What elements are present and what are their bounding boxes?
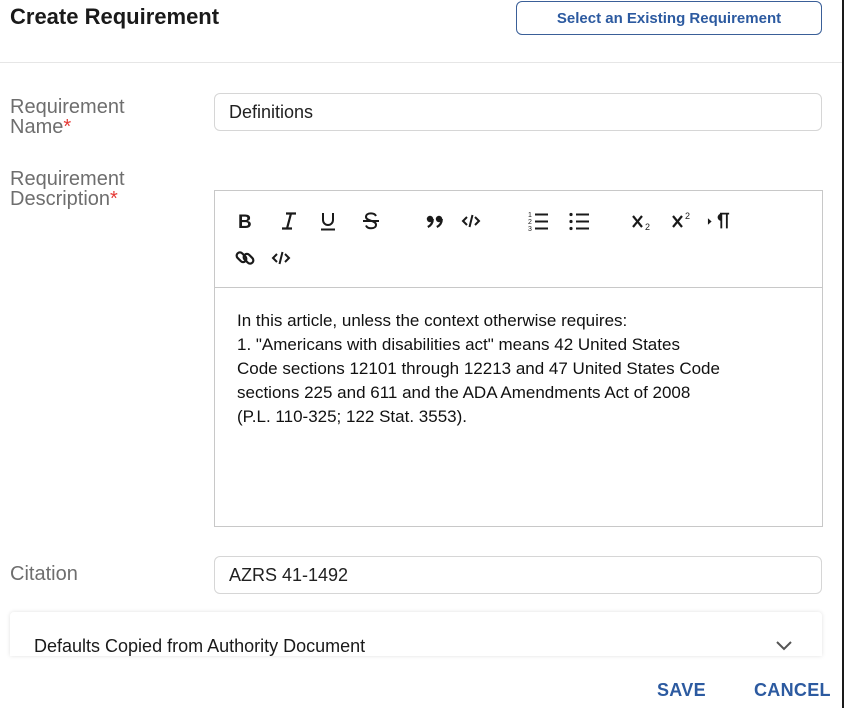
svg-text:2: 2 bbox=[685, 211, 691, 221]
editor-line: Code sections 12101 through 12213 and 47 United States Code bbox=[237, 359, 720, 378]
code-block-icon[interactable] bbox=[269, 246, 293, 270]
required-asterisk: * bbox=[110, 188, 118, 210]
defaults-accordion[interactable] bbox=[10, 612, 822, 656]
svg-text:B: B bbox=[238, 212, 252, 231]
code-icon[interactable] bbox=[459, 209, 483, 233]
editor-toolbar bbox=[215, 191, 822, 288]
bold-icon[interactable] bbox=[233, 209, 257, 233]
citation-input[interactable] bbox=[214, 556, 822, 594]
svg-text:3: 3 bbox=[528, 226, 532, 232]
rich-text-editor bbox=[214, 190, 823, 527]
requirement-name-label bbox=[10, 97, 125, 137]
citation-label: Citation bbox=[10, 563, 78, 585]
requirement-name-label-line2: Name bbox=[10, 116, 64, 138]
strikethrough-icon[interactable] bbox=[359, 209, 383, 233]
save-button[interactable]: SAVE bbox=[657, 680, 706, 700]
blockquote-icon[interactable] bbox=[423, 209, 447, 233]
header-divider bbox=[0, 62, 842, 63]
editor-line: In this article, unless the context otherwise requires: bbox=[237, 311, 628, 330]
select-existing-requirement-button[interactable]: Select an Existing Requirement bbox=[516, 1, 822, 35]
required-asterisk: * bbox=[63, 116, 72, 138]
editor-line: 1. "Americans with disabilities act" means 42 United States bbox=[237, 335, 680, 354]
italic-icon[interactable] bbox=[277, 209, 301, 233]
editor-line: (P.L. 110-325; 122 Stat. 3553). bbox=[237, 407, 467, 426]
requirement-name-label-line1: Requirement bbox=[10, 96, 125, 118]
subscript-icon[interactable] bbox=[631, 209, 655, 233]
svg-text:2: 2 bbox=[528, 219, 532, 226]
svg-text:2: 2 bbox=[645, 222, 651, 232]
bullet-list-icon[interactable] bbox=[567, 209, 591, 233]
superscript-icon[interactable] bbox=[671, 209, 695, 233]
underline-icon[interactable] bbox=[316, 209, 340, 233]
editor-content[interactable] bbox=[237, 309, 807, 429]
page-title: Create Requirement bbox=[10, 4, 220, 29]
requirement-description-label bbox=[10, 169, 125, 209]
chevron-down-icon[interactable] bbox=[775, 638, 793, 656]
editor-line: sections 225 and 611 and the ADA Amendments Act of 2008 bbox=[237, 383, 691, 402]
ordered-list-icon[interactable] bbox=[526, 209, 550, 233]
requirement-description-label-line2: Description bbox=[10, 188, 111, 210]
cancel-button[interactable]: CANCEL bbox=[754, 680, 831, 700]
accordion-title: Defaults Copied from Authority Document bbox=[34, 636, 366, 656]
requirement-name-input[interactable] bbox=[214, 93, 822, 131]
paragraph-icon[interactable] bbox=[707, 209, 731, 233]
requirement-description-label-line1: Requirement bbox=[10, 168, 125, 190]
link-icon[interactable] bbox=[233, 246, 257, 270]
svg-text:1: 1 bbox=[528, 212, 532, 219]
